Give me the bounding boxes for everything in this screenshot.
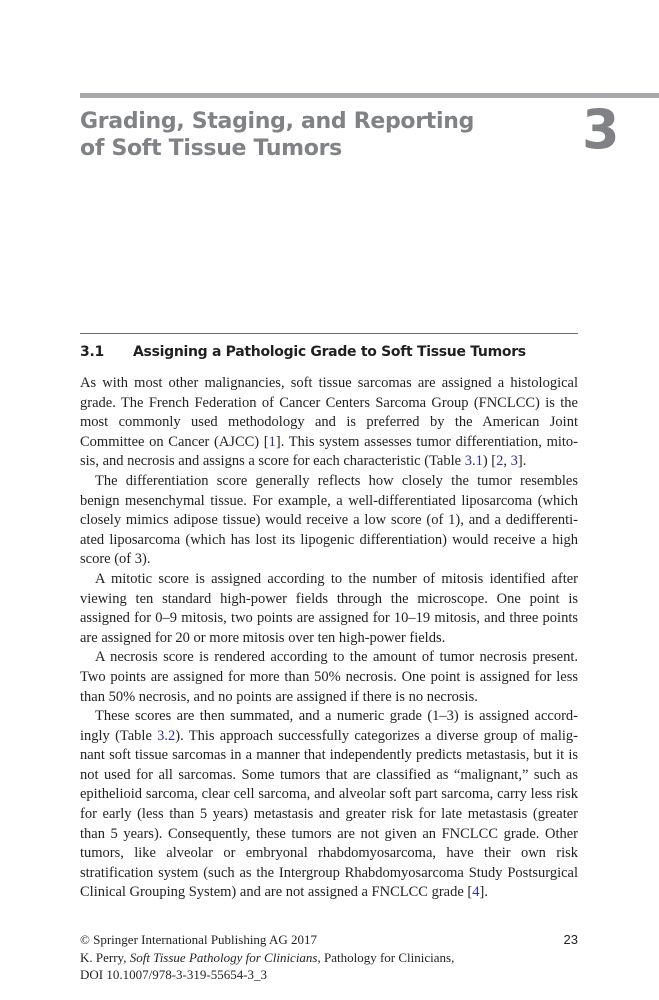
paragraph-text: ]. [479, 884, 488, 901]
section-number: 3.1 [80, 344, 104, 360]
footer-copyright: © Springer International Publishing AG 2017 [80, 932, 317, 947]
citation-link[interactable]: 3.1 [464, 453, 483, 470]
paragraph-text: A necrosis score is rendered according to the amount of tumor necrosis present. Two points are assigned for more than 50% necrosis. One point is assigned for less than 50% necrosis, and no points are assigned if there is no necrosis. [80, 649, 578, 705]
chapter-number: 3 [582, 98, 620, 161]
paragraph-text: As with most other malignancies, soft tissue sarcomas are assigned a histological grade. The French Federation of Cancer Centers Sarcoma Group (FNCLCC) is the most commonly used methodology and is preferred by the American Joint Committee on Cancer (AJCC) [ [80, 375, 578, 450]
paragraph-text: ]. This system assesses tumor differentiation, mitosis, and necrosis and assigns a score for each characteristic (Table [80, 433, 578, 470]
body-paragraph [80, 472, 578, 570]
paragraph-text: , [503, 453, 511, 470]
paragraph-text: The differentiation score generally reflects how closely the tumor resembles benign mesenchymal tissue. For example, a well-differentiated liposarcoma (which closely mimics adipose tissue) would receive a low score (of 1), and a dedifferentiated liposarcoma (which has lost its lipogenic differentiation) would receive a high score (of 3). [80, 472, 578, 568]
citation-link[interactable]: 1 [268, 433, 276, 450]
body-paragraph [80, 648, 578, 707]
paragraph-text: These scores are then summated, and a numeric grade (1–3) is assigned accordingly (Table [80, 708, 578, 744]
body-paragraph [80, 374, 578, 472]
paragraph-text: ) [ [482, 453, 497, 470]
paragraph-text: A mitotic score is assigned according to the number of mitosis identified after viewing ten standard high-power fields through the microscope. One point is assigned for 0–9 mitosis, two points are assigned for 10–19 mitosis, and three points are assigned for 20 or more mitosis over ten high-power fields. [80, 570, 578, 646]
footer-series: , Pathology for Clinicians, [317, 949, 455, 965]
body-text [80, 374, 578, 903]
chapter-title-line-1: Grading, Staging, and Reporting [80, 109, 475, 134]
footer-book-title: Soft Tissue Pathology for Clinicians [129, 949, 318, 965]
footer-doi: DOI 10.1007/978-3-319-55654-3_3 [80, 967, 268, 982]
footer-citation [80, 949, 578, 967]
chapter-title [80, 108, 520, 162]
citation-link[interactable]: 2 [496, 453, 504, 470]
paragraph-text: ]. [517, 453, 527, 470]
chapter-title-line-2: of Soft Tissue Tumors [80, 136, 342, 161]
citation-link[interactable]: 4 [472, 884, 480, 901]
footer [80, 931, 578, 984]
chapter-top-rule [80, 93, 659, 98]
citation-link[interactable]: 3 [510, 453, 518, 470]
page-number: 23 [563, 932, 578, 947]
body-paragraph [80, 707, 578, 903]
paragraph-text: ). This approach successfully categorizes a diverse group of malignant soft tissue sarcomas in a manner that independently predicts metastasis, but it is not used for all sarcomas. Some tumors that are classified as “malignant,” such as epithelioid sarcoma, clear cell sarcoma, and alveolar soft part sarcoma, carry less risk for early (less than 5 years) metastasis and greater risk for late metastasis (greater than 5 years). Consequently, these tumors are not given an FNCLCC grade. Other tumors, like alveolar or embryonal rhabdomyosarcoma, have their own risk stratification system (such as the Intergroup Rhabdomyosarcoma Study Postsurgical Clinical Grouping System) and are not assigned a FNCLCC grade [ [80, 727, 578, 901]
section-title: Assigning a Pathologic Grade to Soft Tissue Tumors [133, 344, 526, 360]
body-paragraph [80, 570, 578, 648]
section-heading [80, 341, 526, 363]
footer-author: K. Perry, [80, 949, 130, 965]
citation-link[interactable]: 3.2 [157, 727, 176, 744]
section-rule [80, 333, 578, 334]
